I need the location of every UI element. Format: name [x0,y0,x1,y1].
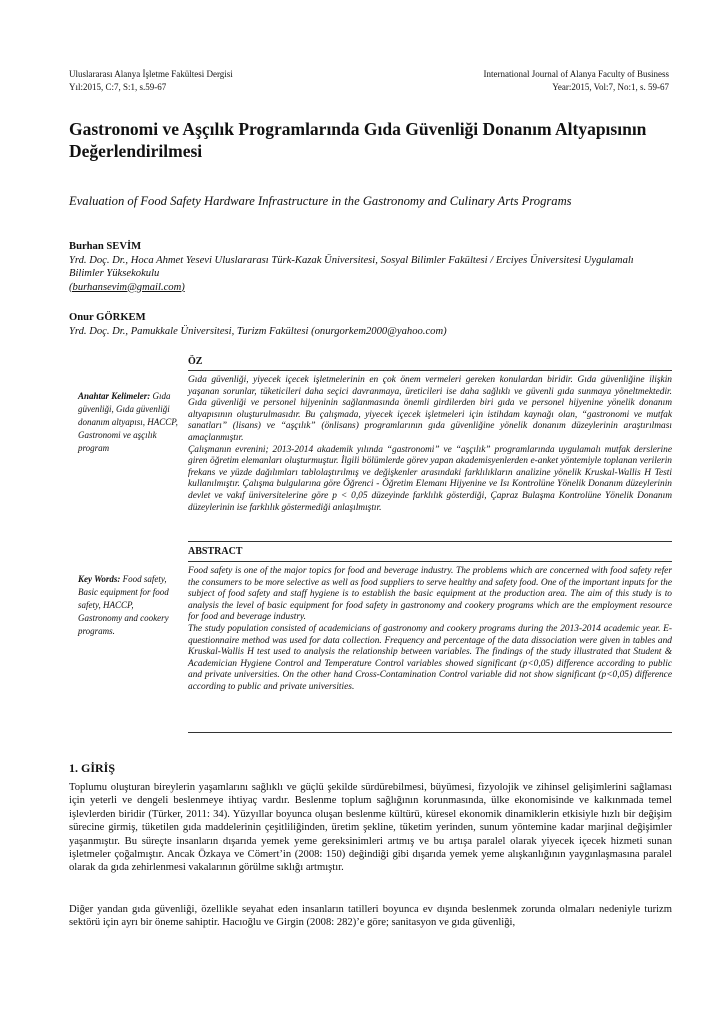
author-2 [69,311,669,338]
abstract-paragraph-1: Food safety is one of the major topics for food and beverage industry. The problems which are concerned with food safety refer the consumers to be more selective as well as food suppliers to serve healthy and safety food. One of the important inputs for the subject of food safety and staff hygiene is to establish the basic equipment at the production area. The aim of this study is to analysis the level of basic equipment for food safety in gastronomy and cookery programs which are the employment resource for food and beverage industry. [188,566,672,623]
journal-issue-en: Year:2015, Vol:7, No:1, s. 59-67 [552,82,669,92]
author-1 [69,240,669,294]
journal-header-right [484,68,669,94]
body-paragraph-1: Toplumu oluşturan bireylerin yaşamlarını sağlıklı ve güçlü şekilde sürdürebilmesi, büyümesi, fizyolojik ve zihinsel gelişimlerini sağlaması için yeterli ve dengeli beslenmeye ihtiyaç vardır. Beslenme toplum sağlığının korunmasında, ülke ekonomisinde ve kalkınmada temel işlevlerden biridir (Türker, 2011: 34). Yüzyıllar boyunca oluşan beslenme kültürü, küresel ekonomik dinamiklerin etkisiyle hızlı bir değişim sürecine girmiş, tüketilen gıda maddelerinin çeşitliliğinden, üretim şekline, tüketim yerinden, sunum yöntemine kadar marjinal değişimler yaşanmıştır. Bu süreçte insanların dışarıda yemek yeme gereksinimleri artmış ve bu artışa paralel olarak yiyecek içecek hizmeti sunan işletmeler çoğalmıştır. Ancak Özkaya ve Cömert’in (2008: 150) değindiği gibi dışarıda yemek yeme alışkanlığının yaygınlaşmasına paralel olarak da gıda zehirlenmesi vakalarının görülme sıklığı artmıştır. [69,782,672,874]
author-1-email-link[interactable]: (burhansevim@gmail.com) [69,281,185,293]
oz-keywords [78,390,178,455]
abstract-bottom-rule [188,732,672,733]
journal-name-tr: Uluslararası Alanya İşletme Fakültesi Dergisi [69,69,233,79]
author-2-affiliation: Yrd. Doç. Dr., Pamukkale Üniversitesi, Turizm Fakültesi (onurgorkem2000@yahoo.com) [69,325,447,337]
oz-keywords-label: Anahtar Kelimeler: [78,391,151,401]
oz-heading: ÖZ [188,356,203,367]
abstract-heading: ABSTRACT [188,546,243,557]
paper-title: Gastronomi ve Aşçılık Programlarında Gıda Güvenliği Donanım Altyapısının Değerlendirilmesi [69,119,647,161]
abstract-text [188,566,672,694]
section-paragraph-1 [69,781,672,875]
journal-issue-tr: Yıl:2015, C:7, S:1, s.59-67 [69,82,167,92]
body-paragraph-2: Diğer yandan gıda güvenliği, özellikle seyahat eden insanların tatilleri boyunca ev dışında beslenmek zorunda olmaları nedeniyle turizm sektörü için ayrı bir öneme sahiptir. Hacıoğlu ve Girgin (2008: 282)’e göre; sanitasyon ve gıda güvenliği, [69,904,672,929]
journal-header-left [69,68,233,94]
oz-bottom-rule [188,541,672,542]
oz-keywords-text: Gıda güvenliği, Gıda güvenliği donanım altyapısı, HACCP, Gastronomi ve aşçılık program [78,391,178,453]
oz-top-rule [188,370,672,371]
paper-subtitle: Evaluation of Food Safety Hardware Infrastructure in the Gastronomy and Culinary Arts Programs [69,194,572,208]
abstract-top-rule [188,561,672,562]
abstract-keywords [78,573,178,638]
oz-paragraph-2: Çalışmanın evrenini; 2013-2014 akademik yılında “gastronomi” ve “aşçılık” programlarında uygulamalı mutfak derslerine giren öğretim elemanları oluşturmuştur. İlgili bölümlerde görev yapan akademisyenlerden e-anket yöntemiyle toplanan verilerin frekans ve yüzde dağılımları tablolaştırılmış ve değişkenler arasındaki farklılıkların analizine yönelik Kruskal-Wallis H Testi kullanılmıştır. Çalışma bulgularına göre Öğrenci - Öğretim Elemanı Hijyenine ve Isı Kontrolüne Yönelik Donanım düzeylerinin devlet ve vakıf üniversitelerine göre p < 0,05 düzeyinde farklılık gösterdiği, Çapraz Bulaşma Kontrolüne Yönelik Donanım düzeylerinin ise farklılık göstermediği anlaşılmıştır. [188,444,672,513]
author-2-name: Onur GÖRKEM [69,312,146,323]
oz-text [188,375,672,514]
author-1-affiliation: Yrd. Doç. Dr., Hoca Ahmet Yesevi Uluslararası Türk-Kazak Üniversitesi, Sosyal Bilimler Fakültesi / Erciyes Üniversitesi Uygulamalı Bilimler Yüksekokulu [69,254,634,279]
abstract-paragraph-2: The study population consisted of academicians of gastronomy and cookery programs during the 2013-2014 academic year. E-questionnaire method was used for data collection. Frequency and percentage of the data dissociation were given in tables and Kruskal-Wallis H test used to analysis the relationship between variables. The findings of the study illustrated that Student & Academician Hygiene Control and Temperature Control variables showed significant (p<0,05) difference according to public and private universities. On the other hand Cross-Contamination Control variable did not show significant (p<0,05) difference according to public and private universities. [188,623,672,692]
oz-paragraph-1: Gıda güvenliği, yiyecek içecek işletmelerinin en çok önem vermeleri gereken konulardan biridir. Gıda güvenliğine ilişkin yaşanan sorunlar, tüketicileri daha seçici davranmaya, üreticileri ise daha sağlıklı ve güvenli gıda sunmaya yöneltmektedir. Gıda güvenliği ve personel hijyeninin sağlanmasında önemli girdilerden biri gıda ve personel hijyenine yönelik donanım altyapısının oluşturulmasıdır. Bu çalışmada, yiyecek içecek işletmeleri için istihdam kaynağı olan, “gastronomi ve mutfak sanatları” (lisans) ve “aşçılık” (önlisans) programlarının gıda güvenliğine yönelik donanım düzeylerinin araştırılması amaçlanmıştır. [188,375,672,443]
abstract-keywords-label: Key Words: [78,574,121,584]
section-paragraph-2 [69,903,672,930]
journal-name-en: International Journal of Alanya Faculty of Business [483,69,669,79]
abstract-keywords-text: Food safety, Basic equipment for food safety, HACCP, Gastronomy and cookery programs. [78,574,169,636]
author-1-name: Burhan SEVİM [69,241,142,252]
section-heading-giris: 1. GİRİŞ [69,761,116,775]
